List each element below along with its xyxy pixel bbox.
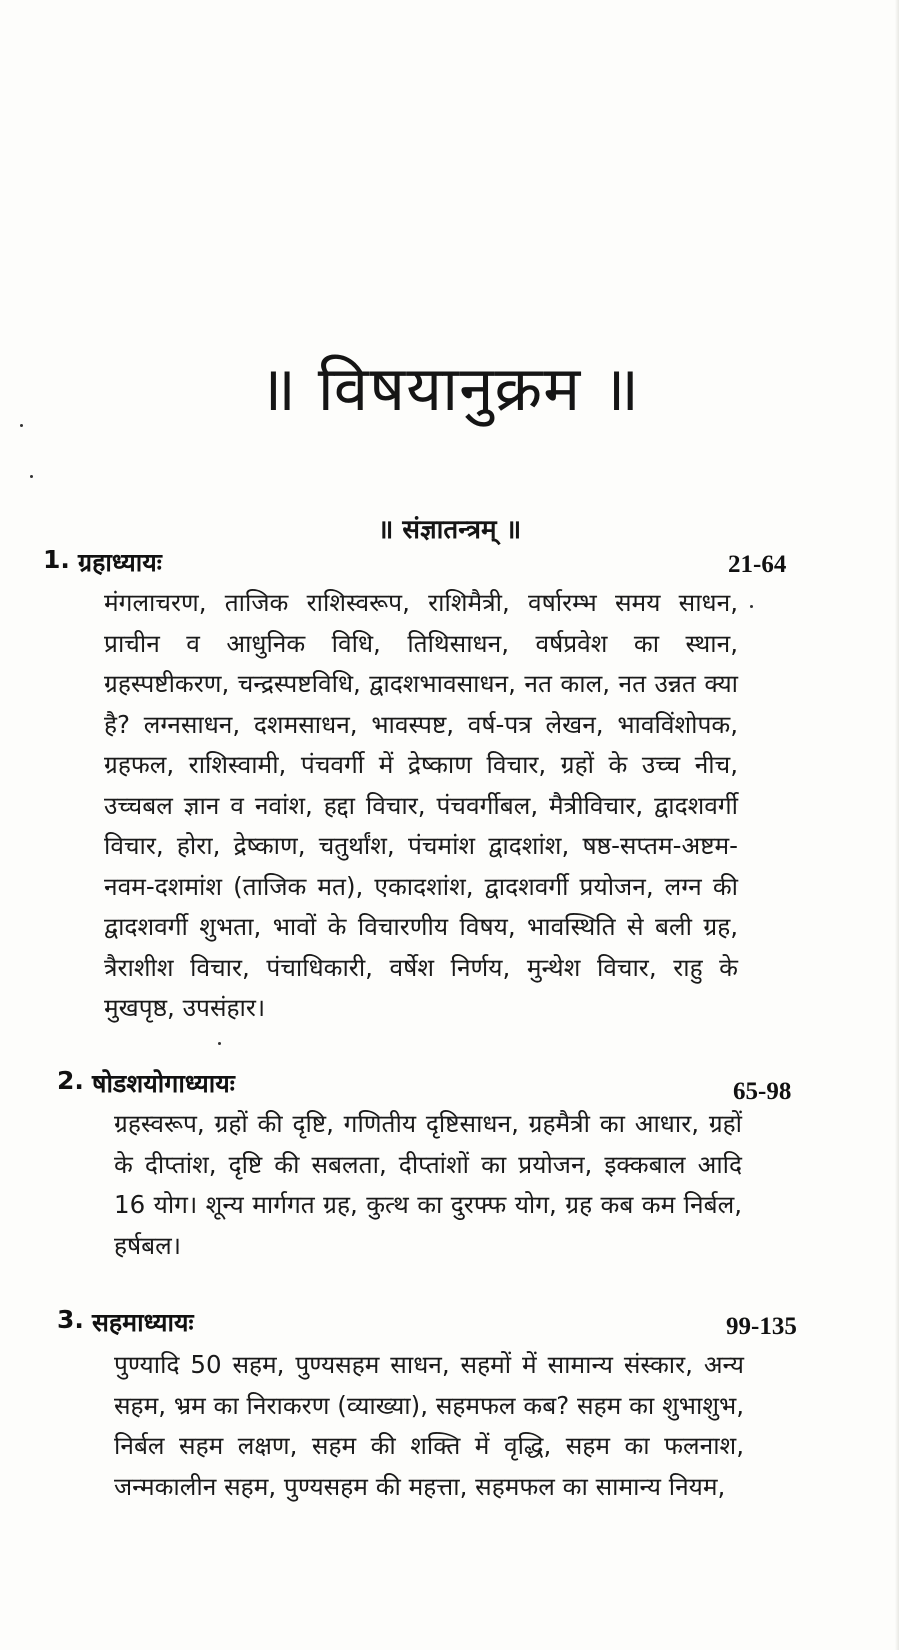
chapter-1-heading bbox=[0, 545, 899, 581]
chapter-2-pages: 65-98 bbox=[733, 1078, 792, 1105]
chapter-1-pages: 21-64 bbox=[728, 551, 787, 578]
section-title: ॥ संज्ञातन्त्रम् ॥ bbox=[377, 515, 522, 545]
page-edge-shadow bbox=[895, 0, 899, 1650]
chapter-3 bbox=[0, 1305, 899, 1501]
chapter-3-number: 3. bbox=[57, 1305, 84, 1334]
chapter-3-heading bbox=[0, 1305, 899, 1341]
chapter-2-name: षोडशयोगाध्यायः bbox=[92, 1069, 235, 1098]
scan-speck bbox=[750, 605, 753, 608]
page-title: ॥ विषयानुक्रम ॥ bbox=[258, 352, 641, 425]
chapter-1-body: मंगलाचरण, ताजिक राशिस्वरूप, राशिमैत्री, वर्षारम्भ समय साधन, प्राचीन व आधुनिक विधि, तिथिसाधन, वर्षप्रवेश का स्थान, ग्रहस्पष्टीकरण, चन्द्रस्पष्टविधि, द्वादशभावसाधन, नत काल, नत उन्नत क्या है? लग्नसाधन, दशमसाधन, भावस्पष्ट, वर्ष-पत्र लेखन, भावविंशोपक, ग्रहफल, राशिस्वामी, पंचवर्गी में द्रेष्काण विचार, ग्रहों के उच्च नीच, उच्चबल ज्ञान व नवांश, हद्दा विचार, पंचवर्गीबल, मैत्रीविचार, द्वादशवर्गी विचार, होरा, द्रेष्काण, चतुर्थांश, पंचमांश द्वादशांश, षष्ठ-सप्तम-अष्टम-नवम-दशमांश (ताजिक मत), एकादशांश, द्वादशवर्गी प्रयोजन, लग्न की द्वादशवर्गी शुभता, भावों के विचारणीय विषय, भावस्थिति से बली ग्रह, त्रैराशीश विचार, पंचाधिकारी, वर्षेश निर्णय, मुन्थेश विचार, राहु के मुखपृष्ठ, उपसंहार। bbox=[104, 588, 738, 1022]
chapter-2-body: ग्रहस्वरूप, ग्रहों की दृष्टि, गणितीय दृष्टिसाधन, ग्रहमैत्री का आधार, ग्रहों के दीप्तांश, दृष्टि की सबलता, दीप्तांशों का प्रयोजन, इक्कबाल आदि 16 योग। शून्य मार्गगत ग्रह, कुत्थ का दुरफ्फ योग, ग्रह कब कम निर्बल, हर्षबल। bbox=[114, 1109, 742, 1260]
chapter-3-body: पुण्यादि 50 सहम, पुण्यसहम साधन, सहमों में सामान्य संस्कार, अन्य सहम, भ्रम का निराकरण (व्याख्या), सहमफल कब? सहम का शुभाशुभ, निर्बल सहम लक्षण, सहम की शक्ति में वृद्धि, सहम का फलनाश, जन्मकालीन सहम, पुण्यसहम की महत्ता, सहमफल का सामान्य नियम, bbox=[114, 1350, 744, 1501]
chapter-3-name: सहमाध्यायः bbox=[92, 1308, 194, 1337]
chapter-1-name: ग्रहाध्यायः bbox=[78, 548, 162, 577]
chapter-3-pages: 99-135 bbox=[726, 1313, 797, 1340]
chapter-2 bbox=[0, 1066, 899, 1260]
scan-speck bbox=[30, 475, 33, 478]
scan-speck bbox=[20, 424, 23, 427]
scan-speck bbox=[218, 1042, 221, 1045]
chapter-1-number: 1. bbox=[43, 545, 70, 574]
chapter-2-number: 2. bbox=[57, 1066, 84, 1095]
chapter-2-heading bbox=[0, 1066, 899, 1105]
chapter-1 bbox=[0, 545, 899, 1022]
